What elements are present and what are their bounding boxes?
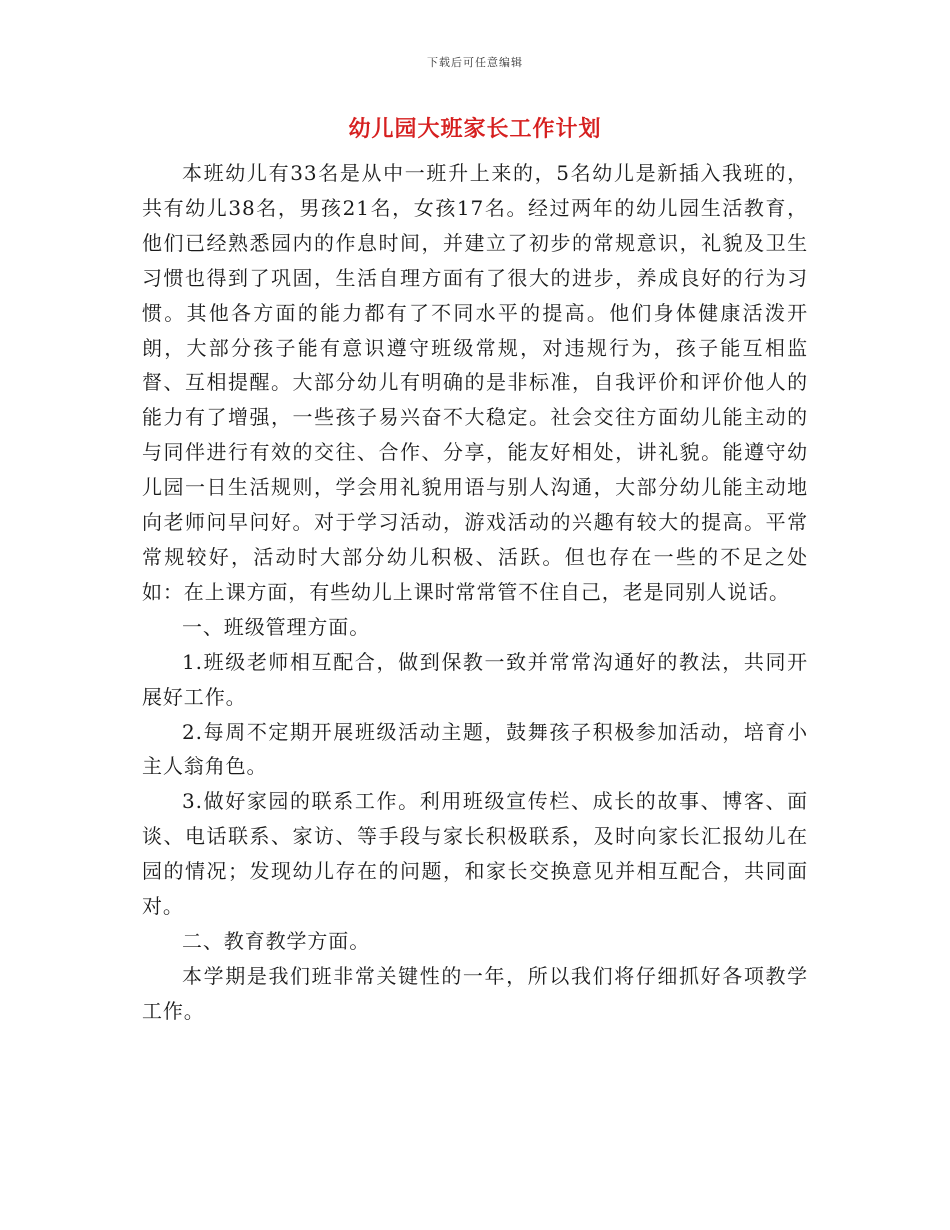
list-item-3: 3.做好家园的联系工作。利用班级宣传栏、成长的故事、博客、面谈、电话联系、家访、等手段与家长积极联系，及时向家长汇报幼儿在园的情况；发现幼儿存在的问题，和家长交换意见并相互配合，共同面对。 (142, 789, 808, 919)
list-item-1: 1.班级老师相互配合，做到保教一致并常常沟通好的教法，共同开展好工作。 (142, 649, 808, 709)
section-heading-education: 二、教育教学方面。 (182, 928, 371, 953)
page-header-note: 下载后可任意编辑 (427, 56, 523, 69)
paragraph-education-intro: 本学期是我们班非常关键性的一年，所以我们将仔细抓好各项教学工作。 (142, 963, 808, 1023)
list-item-2: 2.每周不定期开展班级活动主题，鼓舞孩子积极参加活动，培育小主人翁角色。 (142, 719, 808, 779)
document-title: 幼儿园大班家长工作计划 (348, 116, 602, 142)
document-body (142, 156, 808, 1029)
section-heading-class-management: 一、班级管理方面。 (182, 614, 371, 639)
paragraph-class-overview: 本班幼儿有33名是从中一班升上来的，5名幼儿是新插入我班的，共有幼儿38名，男孩21名，女孩17名。经过两年的幼儿园生活教育，他们已经熟悉园内的作息时间，并建立了初步的常规意识，礼貌及卫生习惯也得到了巩固，生活自理方面有了很大的进步，养成良好的行为习惯。其他各方面的能力都有了不同水平的提高。他们身体健康活泼开朗，大部分孩子能有意识遵守班级常规，对违规行为，孩子能互相监督、互相提醒。大部分幼儿有明确的是非标准，自我评价和评价他人的能力有了增强，一些孩子易兴奋不大稳定。社会交往方面幼儿能主动的与同伴进行有效的交往、合作、分享，能友好相处，讲礼貌。能遵守幼儿园一日生活规则，学会用礼貌用语与别人沟通，大部分幼儿能主动地向老师问早问好。对于学习活动，游戏活动的兴趣有较大的提高。平常常规较好，活动时大部分幼儿积极、活跃。但也存在一些的不足之处如：在上课方面，有些幼儿上课时常常管不住自己，老是同别人说话。 (142, 161, 808, 604)
